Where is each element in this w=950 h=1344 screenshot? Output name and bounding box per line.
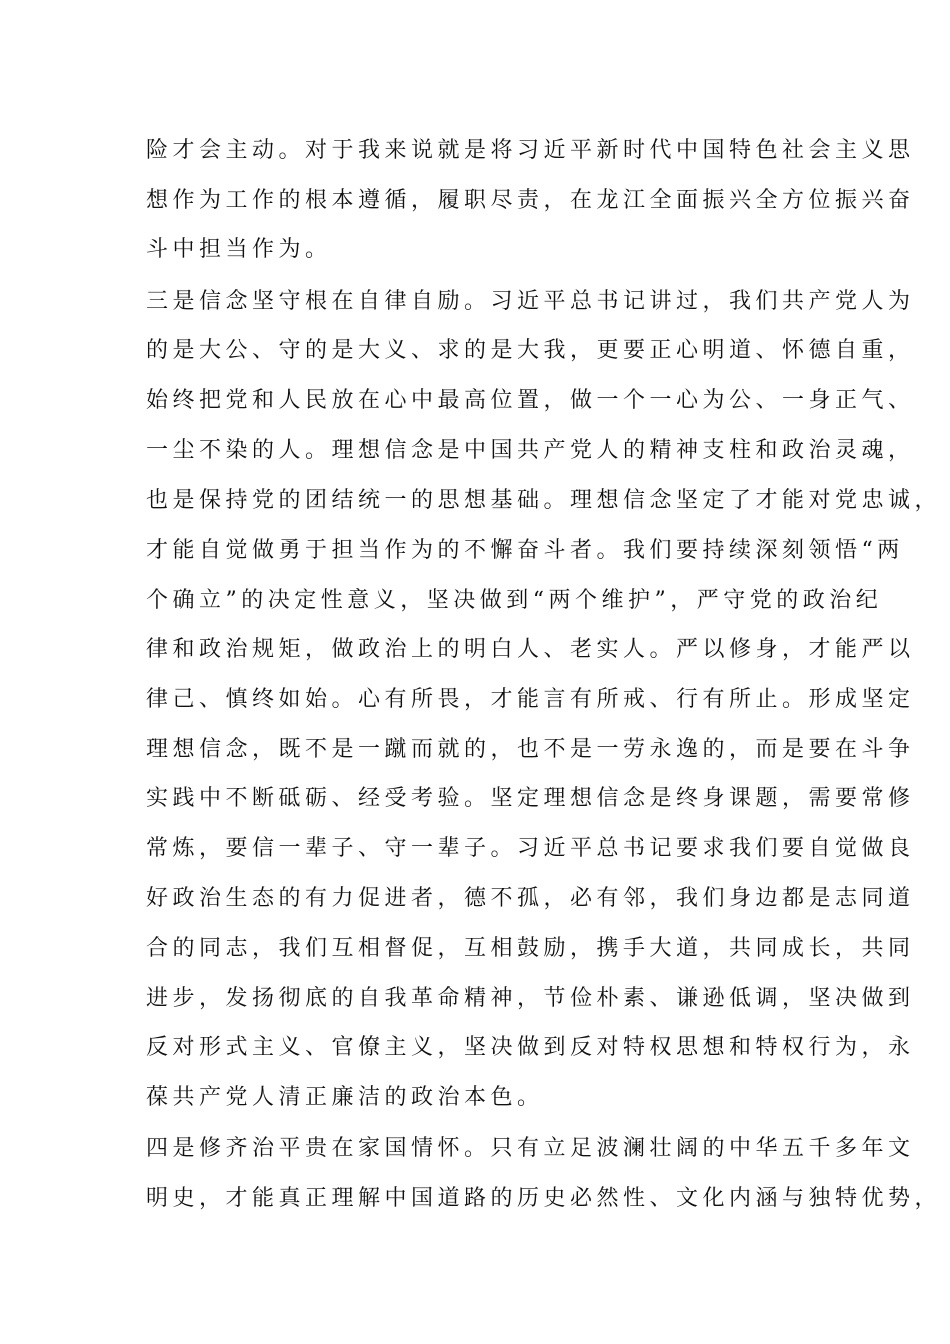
- text-line: 好政治生态的有力促进者，德不孤，必有邻，我们身边都是志同道: [146, 886, 915, 911]
- text-line: 常炼，要信一辈子、守一辈子。习近平总书记要求我们要自觉做良: [146, 836, 915, 861]
- text-line: 理想信念，既不是一蹴而就的，也不是一劳永逸的，而是要在斗争: [146, 737, 915, 762]
- text-line: 律己、慎终如始。心有所畏，才能言有所戒、行有所止。形成坚定: [146, 687, 915, 712]
- text-line: 险才会主动。对于我来说就是将习近平新时代中国特色社会主义思: [146, 138, 915, 163]
- text-line: 才能自觉做勇于担当作为的不懈奋斗者。我们要持续深刻领悟“两: [146, 538, 904, 563]
- text-line: 律和政治规矩，做政治上的明白人、老实人。严以修身，才能严以: [146, 637, 915, 662]
- text-line: 合的同志，我们互相督促，互相鼓励，携手大道，共同成长，共同: [146, 936, 915, 961]
- text-line: 想作为工作的根本遵循，履职尽责，在龙江全面振兴全方位振兴奋: [146, 188, 915, 213]
- text-line: 一尘不染的人。理想信念是中国共产党人的精神支柱和政治灵魂，: [146, 438, 915, 463]
- text-line: 四是修齐治平贵在家国情怀。只有立足波澜壮阔的中华五千多年文: [146, 1136, 915, 1161]
- text-line: 个确立”的决定性意义，坚决做到“两个维护”，严守党的政治纪: [146, 588, 883, 613]
- text-line: 葆共产党人清正廉洁的政治本色。: [146, 1085, 544, 1110]
- text-line: 的是大公、守的是大义、求的是大我，更要正心明道、怀德自重，: [146, 338, 915, 363]
- text-line: 反对形式主义、官僚主义，坚决做到反对特权思想和特权行为，永: [146, 1035, 915, 1060]
- text-line: 明史，才能真正理解中国道路的历史必然性、文化内涵与独特优势，: [146, 1186, 942, 1211]
- text-line: 也是保持党的团结统一的思想基础。理想信念坚定了才能对党忠诚，: [146, 488, 942, 513]
- text-line: 实践中不断砥砺、经受考验。坚定理想信念是终身课题，需要常修: [146, 786, 915, 811]
- text-line: 三是信念坚守根在自律自励。习近平总书记讲过，我们共产党人为: [146, 289, 915, 314]
- text-line: 始终把党和人民放在心中最高位置，做一个一心为公、一身正气、: [146, 388, 915, 413]
- text-line: 斗中担当作为。: [146, 237, 332, 262]
- text-line: 进步，发扬彻底的自我革命精神，节俭朴素、谦逊低调，坚决做到: [146, 986, 915, 1011]
